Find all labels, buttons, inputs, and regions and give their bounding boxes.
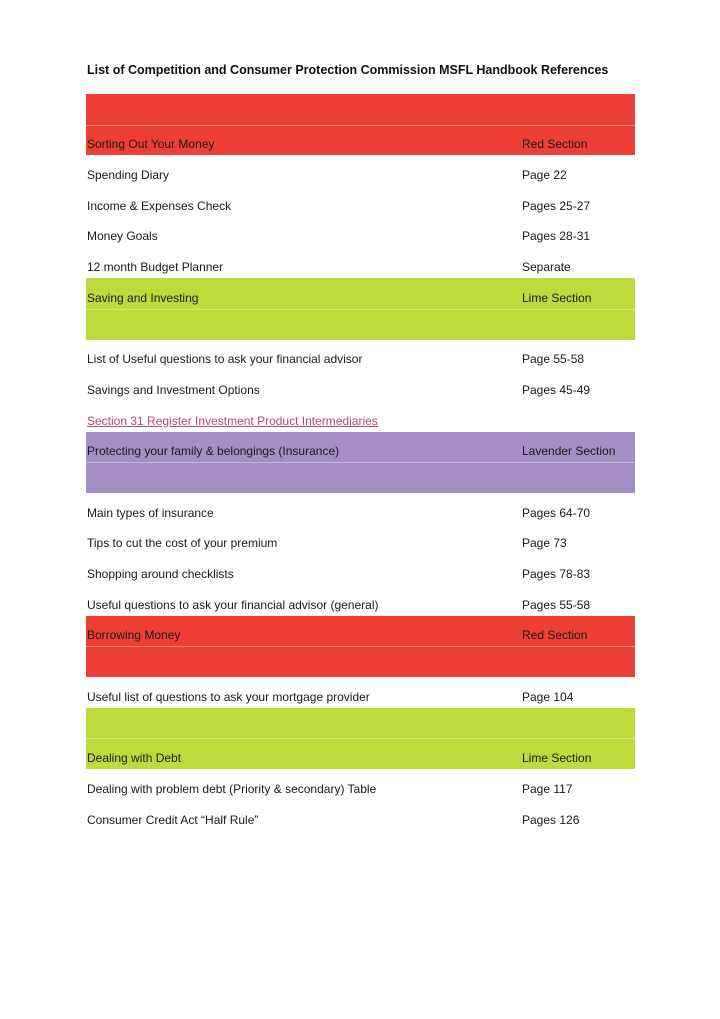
- row-reference: Pages 25-27: [522, 198, 591, 213]
- row-label: Income & Expenses Check: [87, 198, 232, 213]
- row-reference: Page 22: [522, 168, 567, 183]
- row-label: Saving and Investing: [87, 290, 199, 305]
- row-reference: Pages 45-49: [522, 382, 591, 397]
- row-reference: Separate: [522, 260, 571, 275]
- row-label: List of Useful questions to ask your financial advisor: [87, 352, 363, 367]
- table-row: [86, 370, 635, 401]
- table-row: [86, 524, 635, 555]
- row-reference: Page 55-58: [522, 352, 585, 367]
- table-row: [86, 554, 635, 585]
- row-label: Dealing with Debt: [87, 751, 182, 766]
- section-header-row: [86, 278, 635, 309]
- section-header-row: [86, 125, 635, 156]
- row-reference: Lavender Section: [522, 444, 616, 459]
- row-label: Tips to cut the cost of your premium: [87, 536, 278, 551]
- table-row: [86, 186, 635, 217]
- table-row: [86, 769, 635, 800]
- row-reference: Pages 126: [522, 812, 580, 827]
- table-row: [86, 155, 635, 186]
- section-header-row: [86, 309, 635, 340]
- table-row: [86, 340, 635, 371]
- row-label: Borrowing Money: [87, 628, 181, 643]
- section-header-row: [86, 616, 635, 647]
- row-reference: Red Section: [522, 137, 588, 152]
- row-label: Spending Diary: [87, 168, 170, 183]
- row-reference: Page 104: [522, 689, 574, 704]
- row-label: Dealing with problem debt (Priority & secondary) Table: [87, 781, 377, 796]
- row-label: Protecting your family & belongings (Insurance): [87, 444, 340, 459]
- row-label: Useful questions to ask your financial advisor (general): [87, 597, 379, 612]
- section-header-row: [86, 708, 635, 739]
- row-label: Useful list of questions to ask your mortgage provider: [87, 689, 370, 704]
- row-reference: Pages 55-58: [522, 597, 591, 612]
- row-reference: Pages 64-70: [522, 505, 591, 520]
- section-header-row: [86, 462, 635, 493]
- table-row: [86, 401, 635, 432]
- row-reference: Lime Section: [522, 290, 592, 305]
- row-label: Shopping around checklists: [87, 567, 234, 581]
- row-label: Money Goals: [87, 229, 158, 244]
- table-row: [86, 247, 635, 278]
- row-label: Savings and Investment Options: [87, 382, 260, 397]
- section-header-row: [86, 432, 635, 463]
- page-title: List of Competition and Consumer Protection Commission MSFL Handbook References: [87, 63, 609, 77]
- row-reference: Red Section: [522, 628, 588, 643]
- section-header-row: [86, 646, 635, 677]
- row-reference: Pages 28-31: [522, 229, 591, 244]
- section-header-row: [86, 738, 635, 769]
- row-reference: Page 73: [522, 536, 567, 551]
- row-reference: Pages 78-83: [522, 567, 591, 581]
- section-header-row: [86, 94, 635, 125]
- row-label: 12 month Budget Planner: [87, 260, 224, 275]
- row-reference: Lime Section: [522, 751, 592, 766]
- table-row: [86, 217, 635, 248]
- table-row: [86, 585, 635, 616]
- table-row: [86, 493, 635, 524]
- reference-table: [86, 94, 635, 831]
- row-reference: Page 117: [522, 781, 573, 796]
- register-link[interactable]: Section 31 Register Investment Product Intermediaries: [87, 413, 378, 428]
- table-row: [86, 800, 635, 831]
- row-label: Sorting Out Your Money: [87, 137, 215, 152]
- table-row: [86, 677, 635, 708]
- row-label: Consumer Credit Act “Half Rule”: [87, 812, 259, 827]
- row-label: Main types of insurance: [87, 505, 214, 520]
